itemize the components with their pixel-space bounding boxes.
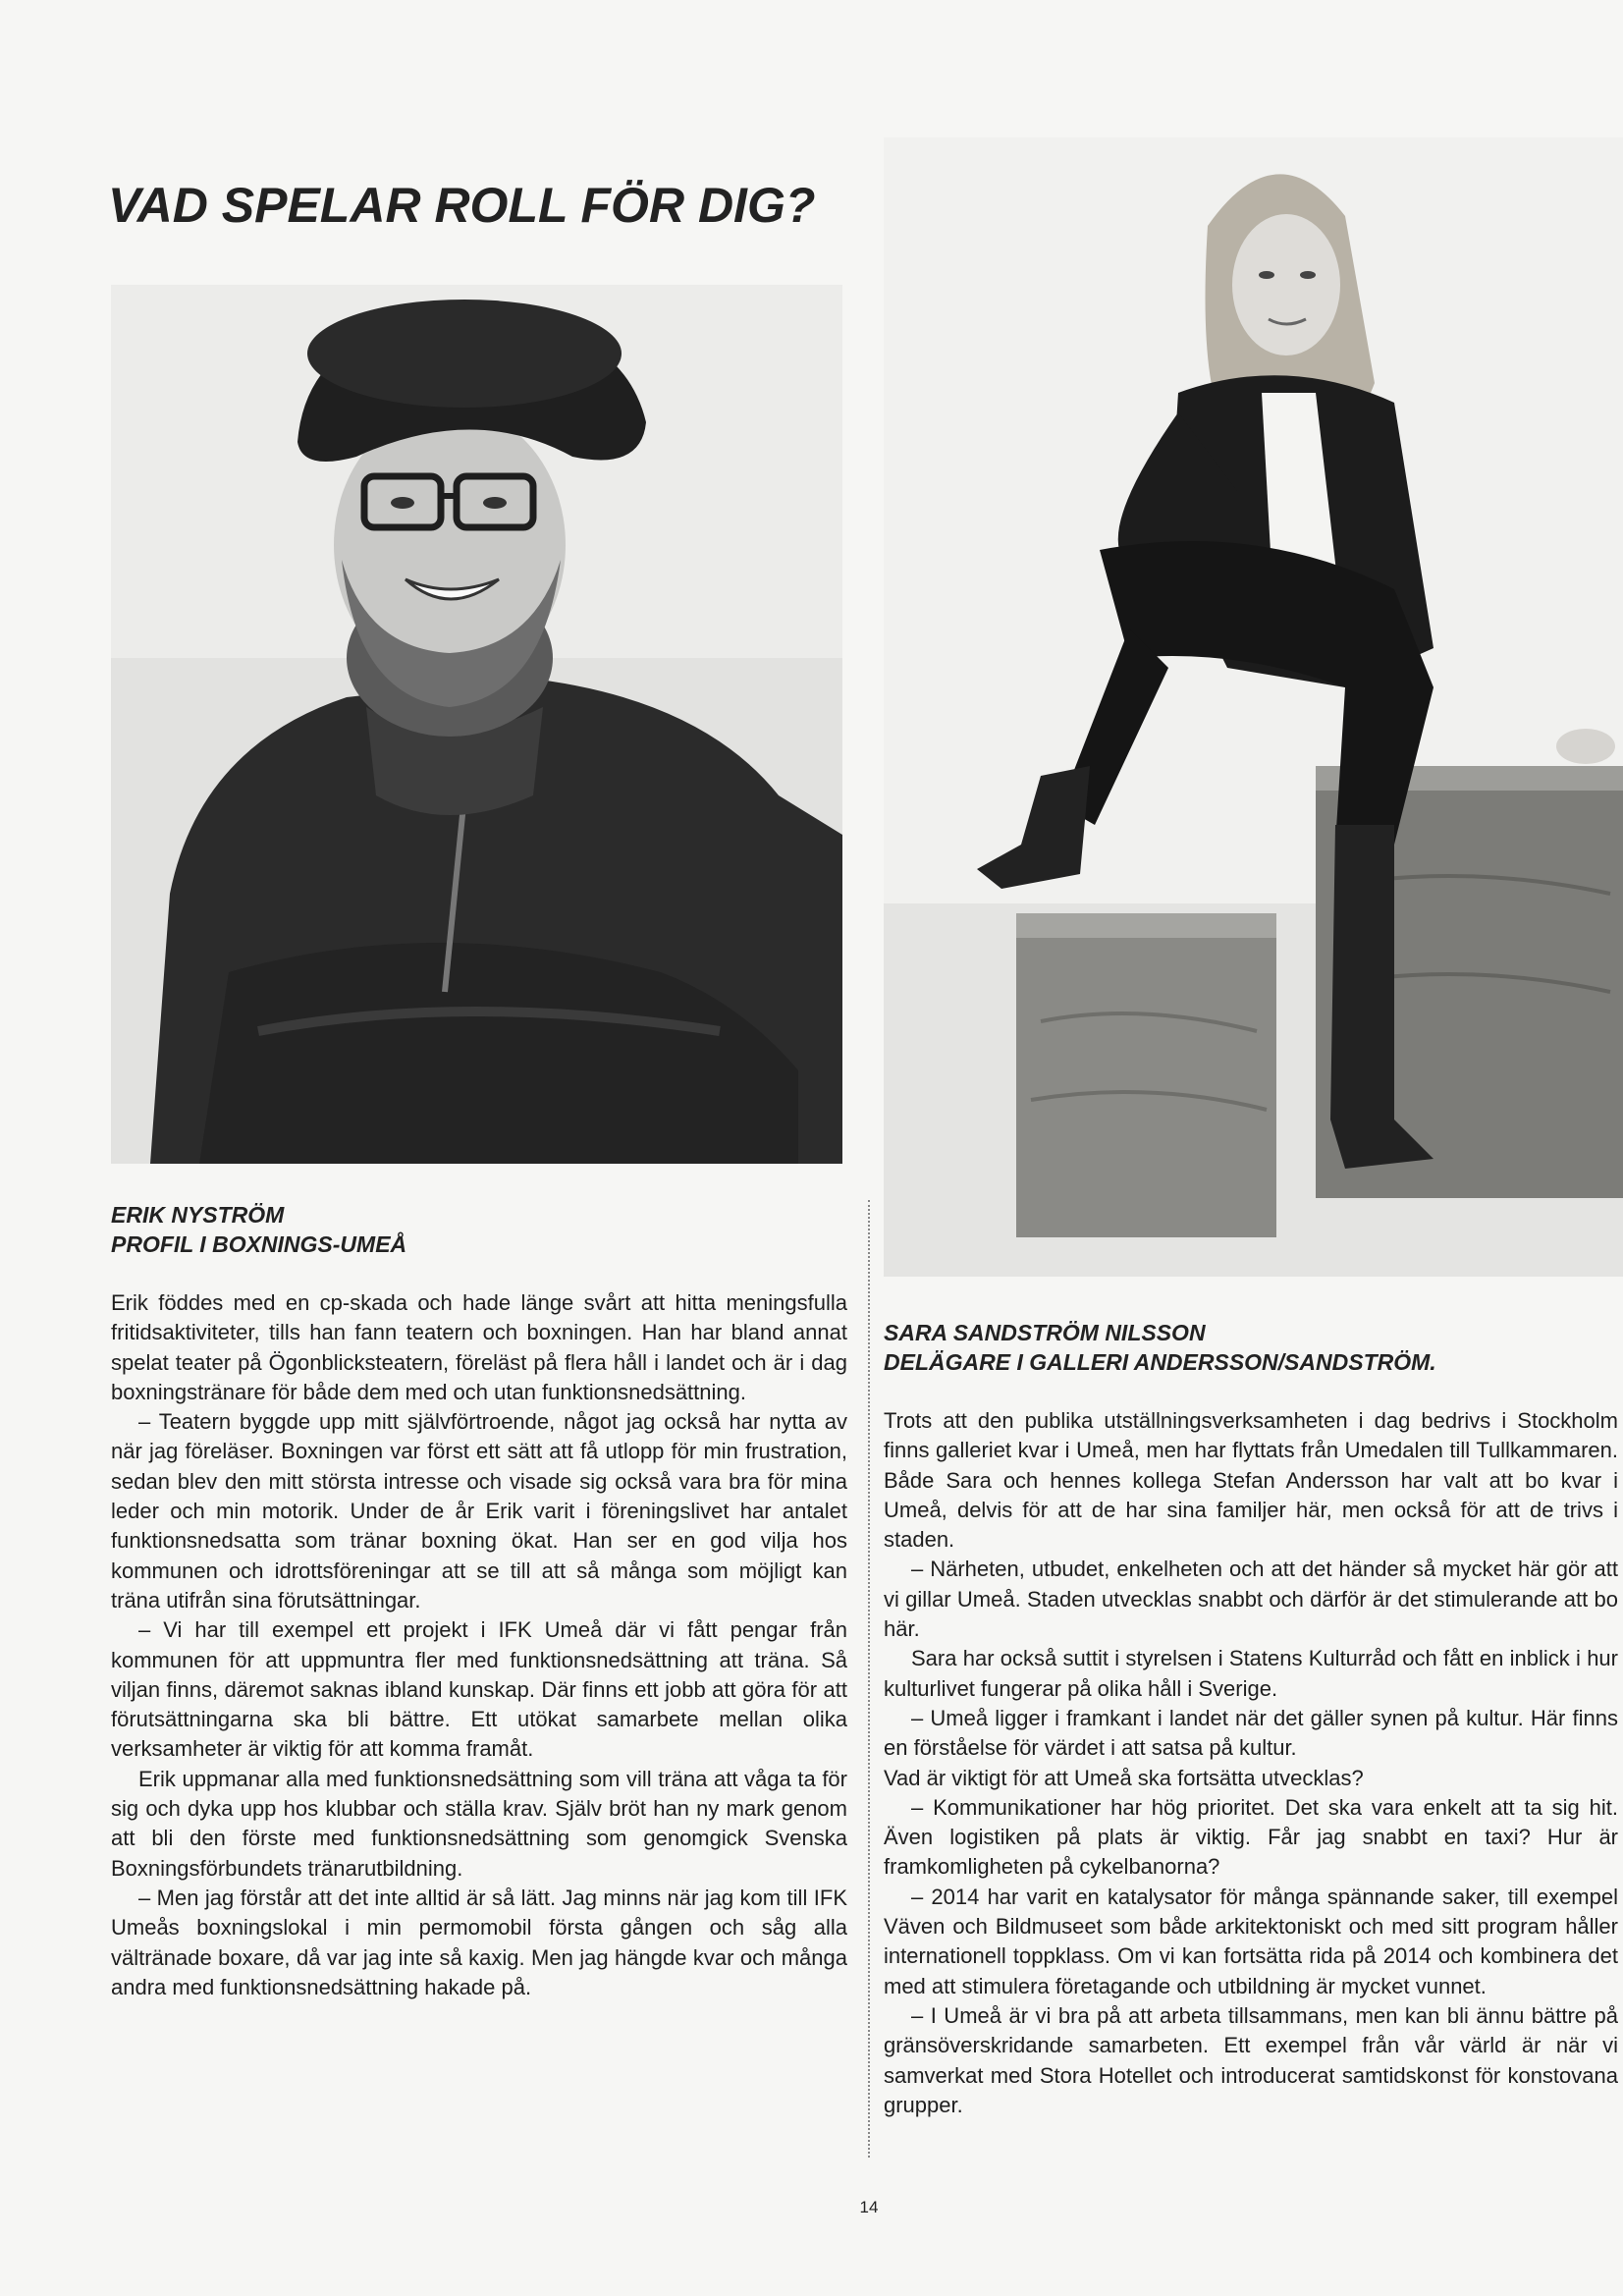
- erik-portrait-photo: [111, 285, 842, 1164]
- sara-question: Vad är viktigt för att Umeå ska fortsätta utvecklas?: [884, 1765, 1364, 1790]
- sara-paragraph: – 2014 har varit en katalysator för många spännande saker, till exempel Väven och Bildmuseet som både arkitektoniskt och med sitt program håller internationell toppklass. Om vi kan fortsätta rida på 2014 och kombinera det med att stimulera företagande och utbildning är mycket vunnet.: [884, 1884, 1618, 1998]
- sara-article-column: [884, 1406, 1618, 2120]
- sara-paragraph: – Umeå ligger i framkant i landet när det gäller synen på kultur. Här finns en förståelse för värdet i att satsa på kultur.: [884, 1705, 1618, 1761]
- article-title: VAD SPELAR ROLL FÖR DIG?: [108, 178, 816, 233]
- sara-role: DELÄGARE I GALLERI ANDERSSON/SANDSTRÖM.: [884, 1349, 1436, 1375]
- sara-portrait-illustration: [884, 137, 1623, 1277]
- erik-portrait-illustration: [111, 285, 842, 1164]
- erik-paragraph: – Vi har till exempel ett projekt i IFK Umeå där vi fått pengar från kommunen för att uppmuntra fler med funktionsnedsättning att träna. Så viljan finns, däremot saknas ibland kunskap. Där finns ett jobb att göra för att förutsättningarna ska bli bättre. Ett utökat samarbete mellan olika verksamheter är viktig för att komma framåt.: [111, 1617, 847, 1762]
- erik-paragraph: – Teatern byggde upp mitt självförtroende, något jag också har nytta av när jag föreläser. Boxningen var först ett sätt att få utlopp för min frustration, sedan blev den mitt största intresse och visade sig också vara bra för mina leder och min motorik. Under de år Erik varit i föreningslivet har antalet funktionsnedsatta som tränar boxning ökat. Han ser en god vilja hos kommunen och idrottsföreningar att se till att så många som möjligt kan träna utifrån sina förutsättningar.: [111, 1409, 847, 1613]
- erik-paragraph: Erik föddes med en cp-skada och hade länge svårt att hitta meningsfulla fritidsaktiviteter, tills han fann teatern och boxningen. Han har bland annat spelat teater på Ögonblicksteatern, föreläst på flera håll i landet och är i dag boxningstränare för både dem med och utan funktionsnedsättning.: [111, 1290, 847, 1404]
- erik-article-column: [111, 1288, 847, 2002]
- sara-paragraph: – Närheten, utbudet, enkelheten och att det händer så mycket här gör att vi gillar Umeå. Staden utvecklas snabbt och därför är det stimulerande att bo här.: [884, 1557, 1618, 1642]
- sara-paragraph: Trots att den publika utställningsverksamheten i dag bedrivs i Stockholm finns galleriet kvar i Umeå, men har flyttats från Umedalen till Tullkammaren. Både Sara och hennes kollega Stefan Andersson har valt att bo kvar i Umeå, delvis för att de har sina familjer här, men också för att de trivs i staden.: [884, 1408, 1618, 1553]
- erik-paragraph: Erik uppmanar alla med funktionsnedsättning som vill träna att våga ta för sig och dyka upp hos klubbar och ställa krav. Själv bröt han ny mark genom att bli den förste med funktionsnedsättning som genomgick Svenska Boxningsförbundets tränarutbildning.: [111, 1766, 847, 1881]
- page-number: 14: [859, 2198, 879, 2216]
- erik-caption: [111, 1200, 406, 1259]
- sara-paragraph: – Kommunikationer har hög prioritet. Det ska vara enkelt att ta sig hit. Även logistiken på plats är viktig. Får jag snabbt en taxi? Hur är framkomligheten på cykelbanorna?: [884, 1794, 1618, 1880]
- sara-caption: [884, 1318, 1436, 1377]
- erik-name: ERIK NYSTRÖM: [111, 1202, 285, 1228]
- erik-paragraph: – Men jag förstår att det inte alltid är så lätt. Jag minns när jag kom till IFK Umeås boxningslokal i min permomobil första gången och såg alla vältränade boxare, då var jag inte så kaxig. Men jag hängde kvar och många andra med funktionsnedsättning hakade på.: [111, 1885, 847, 1999]
- sara-paragraph: – I Umeå är vi bra på att arbeta tillsammans, men kan bli ännu bättre på gränsöverskridande samarbeten. Ett exempel från vår värld är när vi samverkat med Stora Hotellet och introducerat samtidskonst för konstovana grupper.: [884, 2002, 1618, 2117]
- erik-role: PROFIL I BOXNINGS-UMEÅ: [111, 1231, 407, 1257]
- column-divider: [868, 1200, 870, 2158]
- sara-name: SARA SANDSTRÖM NILSSON: [884, 1320, 1206, 1345]
- sara-portrait-photo: [884, 137, 1623, 1277]
- sara-paragraph: Sara har också suttit i styrelsen i Statens Kulturråd och fått en inblick i hur kulturlivet fungerar på olika håll i Sverige.: [884, 1646, 1618, 1701]
